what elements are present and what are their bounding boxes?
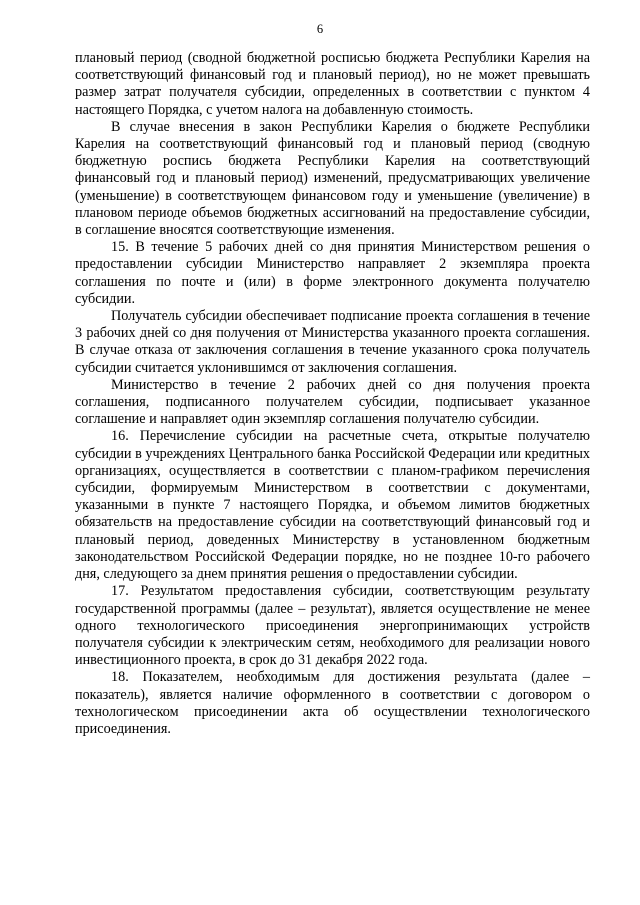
paragraph: Министерство в течение 2 рабочих дней со дня получения проекта соглашения, подписанного получателем субсидии, подписывает указанное соглашение и направляет один экземпляр соглашения получателю субсидии. <box>75 376 590 428</box>
paragraph: 17. Результатом предоставления субсидии, соответствующим результату государственной программы (далее – результат), является осуществление не менее одного технологического присоединения энергопринимающих устройств получателя субсидии к электрическим сетям, необходимого для реализации нового инвестиционного проекта, в срок до 31 декабря 2022 года. <box>75 583 590 669</box>
paragraph: плановый период (сводной бюджетной росписью бюджета Республики Карелия на соответствующий финансовый год и плановый период), но не может превышать размер затрат получателя субсидии, определенных в соответствии с пунктом 4 настоящего Порядка, с учетом налога на добавленную стоимость. <box>75 50 590 118</box>
paragraph: Получатель субсидии обеспечивает подписание проекта соглашения в течение 3 рабочих дней со дня получения от Министерства указанного проекта соглашения. В случае отказа от заключения соглашения в течение указанного срока получатель субсидии считается уклонившимся от заключения соглашения. <box>75 308 590 376</box>
paragraph: В случае внесения в закон Республики Карелия о бюджете Республики Карелия на соответствующий финансовый год и плановый период (сводную бюджетную роспись бюджета Республики Карелия на соответствующий финансовый год и плановый период) изменений, предусматривающих увеличение (уменьшение) в соответствующем финансовом году и уменьшение (увеличение) в плановом периоде объемов бюджетных ассигнований на предоставление субсидии, в соглашение вносятся соответствующие изменения. <box>75 118 590 239</box>
paragraph: 16. Перечисление субсидии на расчетные счета, открытые получателю субсидии в учреждениях Центрального банка Российской Федерации или кредитных организациях, осуществляется в соответствии с планом-графиком перечисления субсидии, формируемым Министерством в соответствии с документами, указанными в пункте 7 настоящего Порядка, и объемом лимитов бюджетных обязательств на предоставление субсидии на соответствующий финансовый год и плановый период, доведенных Министерству в установленном бюджетным законодательством Российской Федерации порядке, но не позднее 10-го рабочего дня, следующего за днем принятия решения о предоставлении субсидии. <box>75 428 590 583</box>
paragraph: 18. Показателем, необходимым для достижения результата (далее – показатель), является наличие оформленного в соответствии с договором о технологическом присоединении акта об осуществлении технологического присоединения. <box>75 669 590 737</box>
paragraph: 15. В течение 5 рабочих дней со дня принятия Министерством решения о предоставлении субсидии Министерство направляет 2 экземпляра проекта соглашения по почте и (или) в форме электронного документа получателю субсидии. <box>75 239 590 307</box>
page-number: 6 <box>316 22 324 36</box>
document-body <box>75 50 590 738</box>
